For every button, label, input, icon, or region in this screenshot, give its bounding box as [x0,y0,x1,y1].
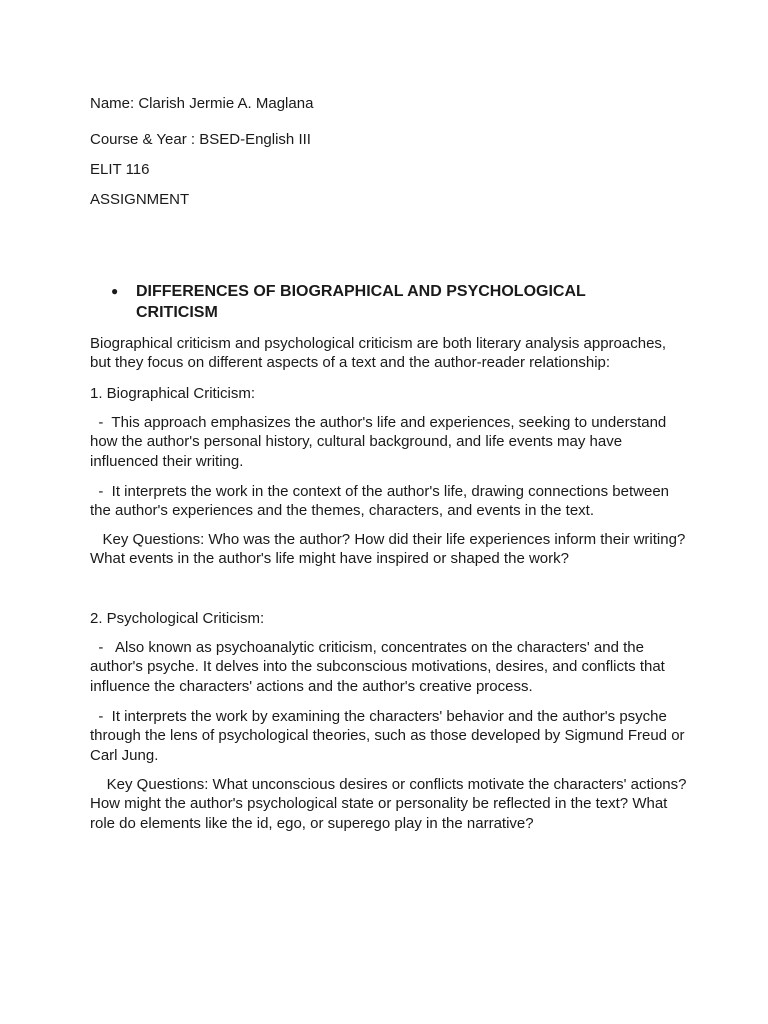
biographical-point-1: - This approach emphasizes the author's life and experiences, seeking to understand how the author's personal history, cultural background, and life events may have influenced their writing. [90,414,671,470]
biographical-questions: Key Questions: Who was the author? How did their life experiences inform their writing? What events in the author's life might have inspired or shaped the work? [90,531,690,568]
biographical-point-2: - It interprets the work in the context of the author's life, drawing connections between the author's experiences and the themes, characters, and events in the text. [90,483,674,520]
section-heading [111,281,671,323]
psychological-title: 2. Psychological Criticism: [90,610,265,627]
biographical-title: 1. Biographical Criticism: [90,385,256,402]
section-heading-text: DIFFERENCES OF BIOGRAPHICAL AND PSYCHOLOGICAL CRITICISM [136,283,586,321]
course-year: Course & Year : BSED-English III [90,131,311,148]
psychological-point-1: - Also known as psychoanalytic criticism, concentrates on the characters' and the author's psyche. It delves into the subconscious motivations, desires, and conflicts that influence the characters' actions and the author's creative process. [90,639,670,695]
intro-paragraph: Biographical criticism and psychological criticism are both literary analysis approaches, but they focus on different aspects of a text and the author-reader relationship: [90,335,671,372]
assignment-label: ASSIGNMENT [90,191,190,208]
student-name: Name: Clarish Jermie A. Maglana [90,95,314,112]
psychological-point-2: - It interprets the work by examining the characters' behavior and the author's psyche through the lens of psychological theories, such as those developed by Sigmund Freud or Carl Jung. [90,708,689,764]
subject-code: ELIT 116 [90,161,150,178]
psychological-questions: Key Questions: What unconscious desires or conflicts motivate the characters' actions? How might the author's psychological state or personality be reflected in the text? What role do elements like the id, ego, or superego play in the narrative? [90,776,691,832]
bullet-icon: ● [111,284,119,298]
